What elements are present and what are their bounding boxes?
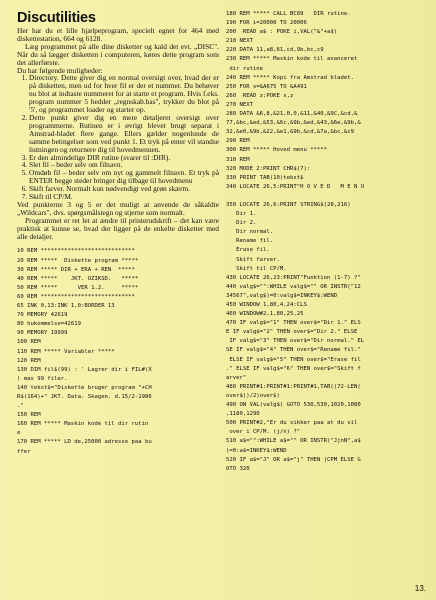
code-line: 34567",valg$)=0:valg$=INKEY$:WEND [226, 292, 338, 299]
code-line: 470 IF valg$="1" THEN over$="Dir 1." ELS [226, 320, 361, 327]
code-line: 330 PRINT TAB(10)tekst$ [226, 174, 304, 181]
code-line: 80 hukommelse=42619 [17, 321, 81, 328]
code-line: ELSE IF valg$="5" THEN over$="Erase fil [226, 356, 361, 363]
code-line: 520 IF a$="J" OR a$="j" THEN |CPM ELSE G [226, 456, 361, 463]
code-line: 280 DATA &6,8,&21,0,0,&11,&40,&9C,&cd,& [226, 111, 358, 118]
code-line: 460 WINDOW#2,1,80,25,25 [226, 311, 304, 318]
code-line: E IF valg$="2" THEN over$="Dir 2." ELSE [226, 329, 358, 336]
outro-paragraph: Programmet er ret let at ændre til printerudskrift – det kan være praktisk at kunne se, hvad der ligger på de enkelte disketter med alle detaljer. [17, 215, 219, 241]
code-line: 40 REM ***** JKT. OZIKSD. ***** [17, 275, 139, 282]
code-line: 20 REM ***** Diskette program ***** [17, 257, 139, 264]
code-line: 200 READ a$ : POKE i,VAL("&"+a$) [226, 29, 338, 36]
code-line: Dir normal. [226, 229, 274, 236]
code-line: 110 REM ***** Variabler ***** [17, 348, 115, 355]
right-column [226, 10, 428, 474]
intro-paragraph: Læg programmet på alle dine disketter og kald det evt. „DISC". Når du så lægger disketten i computeren, køres dette program som det allerførste. [17, 41, 219, 67]
code-line: 30 REM ***** DIR + ERA + REN ***** [17, 266, 135, 273]
code-line: 510 a$="":WHILE a$="" OR INSTR("JjnN",a$ [226, 438, 361, 445]
page-number: 13. [414, 584, 426, 593]
code-line: 430 LOCATE 26,23:PRINT"Funktion (1-7) ?" [226, 274, 361, 281]
option-item: 4. Slet fil – beder selv om filnavn. [29, 161, 219, 169]
outro-paragraph: Ved punkterne 3 og 5 er det muligt at anvende de såkaldte „Wildcars", dvs. spørgsmålstegn og stjerne som normalt. [17, 199, 219, 217]
options-list [17, 74, 219, 201]
code-line: Skift farver. [226, 256, 280, 263]
code-line: 150 REM [17, 412, 41, 419]
code-line: 300 REM ***** Hoved menu ***** [226, 147, 328, 154]
code-line: 170 REM ***** LD de,25000 adresse paa bu [17, 439, 152, 446]
code-line: ,1180,1290 [226, 411, 260, 418]
option-item: 2. Dette punkt giver dig en mere detaljeret oversigt over programmerne. Rutinen er i øvrigt blevet brugt separat i Amstrad-bladet flere gange. Ellers gælder nogenlunde de samme betingelser som ved punkt 1. Et tryk på enter vil standse listningen og returnere dig til hovedmenuen. [29, 114, 219, 154]
code-line: 440 valg$="":WHILE valg$="" OR INSTR("12 [226, 283, 361, 290]
code-line: 50 REM ***** VER 1.2. ***** [17, 284, 139, 291]
code-line: Skift til CP/M. [226, 265, 287, 272]
code-line: 77,&bc,&ed,&53,&6c,&9b,&ed,&43,&6e,&9b,& [226, 120, 361, 127]
code-line: 60 REM **************************** [17, 293, 135, 300]
code-line [226, 192, 428, 201]
option-item: 5. Omdøb fil – beder selv om nyt og gammelt filnavn. Et tryk på ENTER begge steder bringer dig tilbage til hovedmenu [29, 169, 219, 185]
article-body [17, 27, 219, 240]
code-line: R$(164)+" JKT. Data. Skagen. d.15/2-1986 [17, 393, 152, 400]
code-line: 340 LOCATE 26,5:PRINT"H O V E D M E N U [226, 183, 365, 190]
code-line: IF valg$="3" THEN over$="Dir normal." EL [226, 338, 365, 345]
code-line: 210 NEXT [226, 38, 253, 45]
code-line: 120 REM [17, 357, 41, 364]
code-line: 270 NEXT [226, 101, 253, 108]
code-line: Erase fil. [226, 247, 270, 254]
code-listing-left [17, 247, 219, 456]
code-line: 130 DIM fil$(99) : ' Lagrer dir i FIL#(X [17, 366, 152, 373]
code-line: over$))/2)over$) [226, 392, 280, 399]
code-line: 10 REM **************************** [17, 248, 135, 255]
code-line: ffer [17, 448, 31, 455]
code-line: ) max 99 filer. [17, 375, 68, 382]
code-line: 32,&e0,&9b,&22,&e1,&9b,&cd,&7a,&bc,&c9 [226, 129, 354, 136]
code-line: OTO 320 [226, 465, 250, 472]
code-line: over i CP/M. (j/n) ?" [226, 429, 301, 436]
option-item: 7. Skift til CP/M. [29, 193, 219, 201]
code-line: Rename fil. [226, 238, 274, 245]
code-line: 160 REM ***** Maskin kode til dir rutin [17, 421, 149, 428]
code-line: ." [17, 403, 24, 410]
code-line: 320 MODE 2:PRINT CHR$(7): [226, 165, 311, 172]
option-item: 6. Skift farver. Normalt kun nødvendigt ved grøn skærm. [29, 185, 219, 193]
code-line: 65 INK 0,13:INK 1,0:BORDER 13 [17, 303, 115, 310]
code-line: 190 FOR i=20000 TO 20006 [226, 20, 307, 27]
code-line: Dir 2. [226, 220, 257, 227]
article-title: Discutilities [17, 10, 96, 26]
code-line: 250 FOR x=&A675 TO &A491 [226, 83, 307, 90]
code-line: 70 MEMORY 42619 [17, 312, 68, 319]
code-line: 240 REM ***** Kopi fra Amstrad bladet. [226, 74, 354, 81]
code-line: 500 PRINT#2,"Er du sikker paa at du vil [226, 420, 358, 427]
option-item: 3. Er den almindelige DIR rutine (svarer til :DIR). [29, 154, 219, 162]
code-line: ." ELSE IF valg$="6" THEN over$="Skift f [226, 365, 361, 372]
code-line: 350 LOCATE 26,6:PRINT STRING$(28,216) [226, 201, 351, 208]
code-line: 480 PRINT#1:PRINT#1:PRINT#1,TAB((72-LEN( [226, 383, 361, 390]
code-line: 290 REM [226, 138, 250, 145]
code-line: SE IF valg$="4" THEN over$="Rename fil." [226, 347, 361, 354]
code-line: )=0:a$=INKEY$:WEND [226, 447, 287, 454]
option-item: 1. Directory. Dette giver dig en normal oversigt over, hvad der er på disketten, men ud for hver fil er der et nummer. Du behøver nu blot at indtaste nummeret for at starte et program. Hvis f.eks. program nummer 5 hedder „regnskab.bas", trykker du blot på '5', og programmet loader og starter op. [29, 74, 219, 114]
code-line: 490 ON VAL(valg$) GOTO 530,530,1020,1080 [226, 402, 361, 409]
code-line: 230 REM ***** Maskin kode til avanceret [226, 56, 358, 63]
code-listing-right [226, 10, 428, 474]
intro-paragraph: Du har følgende muligheder: [17, 65, 103, 75]
code-line: 90 MEMORY 19999 [17, 330, 68, 337]
code-line: 260 READ z:POKE x,z [226, 92, 294, 99]
code-line: 100 REM [17, 339, 41, 346]
left-column [17, 10, 219, 457]
code-line: 450 WINDOW 1,80,4,24:CLS [226, 302, 307, 308]
code-line: dir rutine [226, 65, 264, 72]
code-line: 140 tekst$="Diskette bruger program "+CH [17, 384, 152, 391]
code-line: arver" [226, 374, 247, 381]
code-line: 180 REM ***** CALL BC89 DIR rutine. [226, 11, 351, 17]
code-line: e [17, 430, 21, 437]
code-line: Dir 1. [226, 211, 257, 218]
intro-paragraph: Her har du et lille hjælpeprogram, specielt egnet for 464 med diskettestation, 664 og 6128. [17, 26, 219, 43]
code-line: 220 DATA 11,a8,61,cd,9b,bc,c9 [226, 47, 324, 54]
code-line: 310 REM [226, 156, 250, 163]
